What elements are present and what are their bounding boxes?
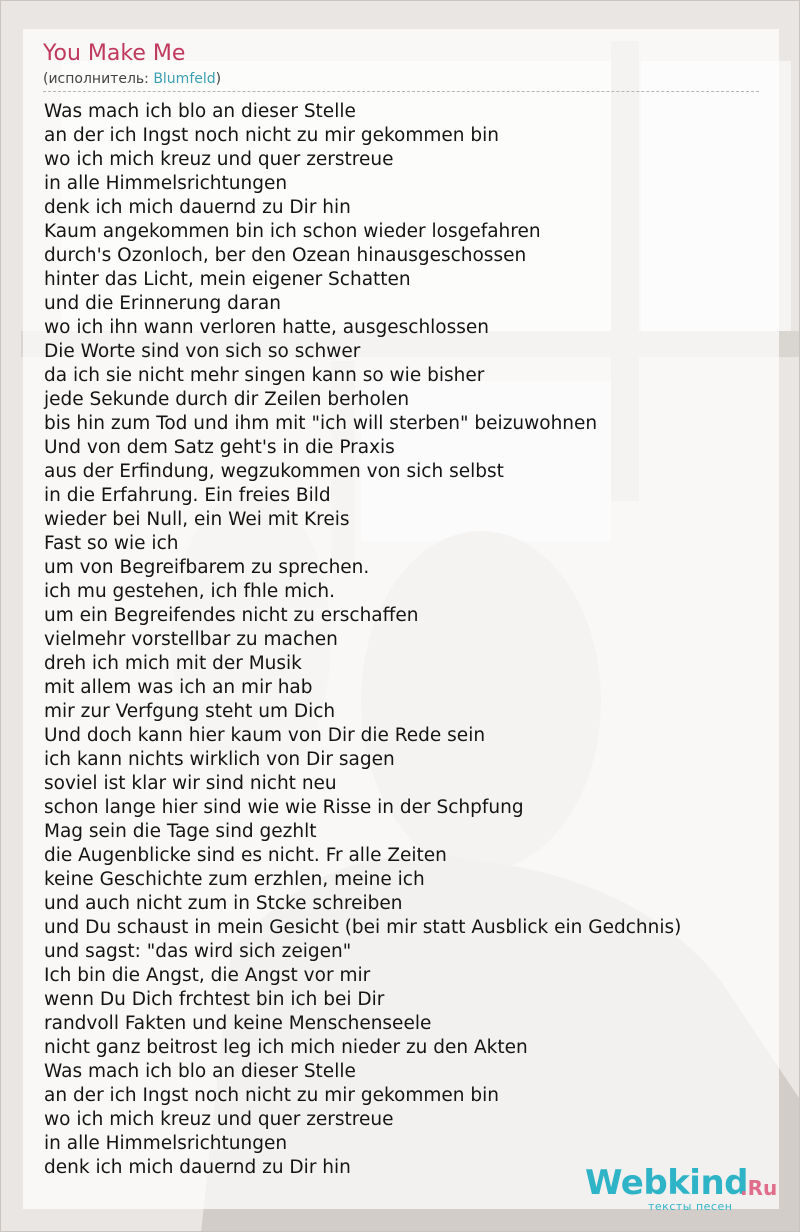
lyrics-text — [44, 100, 681, 1180]
lyric-line: ich kann nichts wirklich von Dir sagen — [44, 749, 395, 770]
logo-main-text: Webkind — [585, 1163, 748, 1203]
lyric-line: wo ich ihn wann verloren hatte, ausgeschlossen — [44, 317, 490, 338]
logo-tagline: тексты песен — [648, 1200, 733, 1213]
logo-domain-suffix: .Ru — [740, 1176, 778, 1200]
lyric-line: Mag sein die Tage sind gezhlt — [44, 821, 317, 842]
lyric-line: ich mu gestehen, ich fhle mich. — [44, 581, 336, 602]
lyric-line: und auch nicht zum in Stcke schreiben — [44, 893, 403, 914]
lyric-line: um von Begreifbarem zu sprechen. — [44, 557, 370, 578]
lyric-line: dreh ich mich mit der Musik — [44, 653, 302, 674]
lyric-line: aus der Erfindung, wegzukommen von sich selbst — [44, 461, 504, 482]
lyric-line: wieder bei Null, ein Wei mit Kreis — [44, 509, 350, 530]
lyric-line: mir zur Verfgung steht um Dich — [44, 701, 336, 722]
lyric-line: wo ich mich kreuz und quer zerstreue — [44, 1109, 394, 1130]
lyric-line: und Du schaust in mein Gesicht (bei mir statt Ausblick ein Gedchnis) — [44, 917, 682, 938]
lyric-line: Was mach ich blo an dieser Stelle — [44, 101, 356, 122]
lyric-line: die Augenblicke sind es nicht. Fr alle Zeiten — [44, 845, 447, 866]
lyric-line: bis hin zum Tod und ihm mit "ich will sterben" beizuwohnen — [44, 413, 598, 434]
lyric-line: keine Geschichte zum erzhlen, meine ich — [44, 869, 425, 890]
song-title: You Make Me — [43, 41, 186, 66]
artist-prefix: (исполнитель: — [43, 71, 154, 87]
lyric-line: da ich sie nicht mehr singen kann so wie bisher — [44, 365, 485, 386]
lyric-line: an der ich Ingst noch nicht zu mir gekommen bin — [44, 1085, 499, 1106]
lyric-line: in alle Himmelsrichtungen — [44, 173, 288, 194]
divider — [43, 91, 759, 92]
lyric-line: um ein Begreifendes nicht zu erschaffen — [44, 605, 419, 626]
lyric-line: Fast so wie ich — [44, 533, 179, 554]
artist-line — [43, 71, 221, 87]
lyric-line: jede Sekunde durch dir Zeilen berholen — [44, 389, 410, 410]
lyric-line: soviel ist klar wir sind nicht neu — [44, 773, 337, 794]
lyric-line: schon lange hier sind wie wie Risse in der Schpfung — [44, 797, 524, 818]
lyric-line: mit allem was ich an mir hab — [44, 677, 313, 698]
lyric-line: Was mach ich blo an dieser Stelle — [44, 1061, 356, 1082]
lyric-line: und die Erinnerung daran — [44, 293, 281, 314]
lyric-line: Ich bin die Angst, die Angst vor mir — [44, 965, 371, 986]
lyric-line: randvoll Fakten und keine Menschenseele — [44, 1013, 432, 1034]
lyric-line: wo ich mich kreuz und quer zerstreue — [44, 149, 394, 170]
lyric-line: an der ich Ingst noch nicht zu mir gekommen bin — [44, 125, 499, 146]
lyric-line: denk ich mich dauernd zu Dir hin — [44, 1157, 351, 1178]
lyric-line: wenn Du Dich frchtest bin ich bei Dir — [44, 989, 385, 1010]
artist-link[interactable]: Blumfeld — [153, 71, 216, 87]
lyric-line: Die Worte sind von sich so schwer — [44, 341, 361, 362]
lyric-line: vielmehr vorstellbar zu machen — [44, 629, 338, 650]
lyric-line: durch's Ozonloch, ber den Ozean hinausgeschossen — [44, 245, 527, 266]
lyric-line: denk ich mich dauernd zu Dir hin — [44, 197, 351, 218]
site-logo[interactable] — [585, 1163, 785, 1213]
lyric-line: und sagst: "das wird sich zeigen" — [44, 941, 352, 962]
lyric-line: nicht ganz beitrost leg ich mich nieder zu den Akten — [44, 1037, 528, 1058]
lyric-line: hinter das Licht, mein eigener Schatten — [44, 269, 411, 290]
lyric-line: in alle Himmelsrichtungen — [44, 1133, 288, 1154]
lyric-line: Und doch kann hier kaum von Dir die Rede sein — [44, 725, 486, 746]
lyric-line: Kaum angekommen bin ich schon wieder losgefahren — [44, 221, 541, 242]
lyric-line: Und von dem Satz geht's in die Praxis — [44, 437, 395, 458]
lyric-line: in die Erfahrung. Ein freies Bild — [44, 485, 331, 506]
artist-suffix: ) — [215, 71, 222, 87]
